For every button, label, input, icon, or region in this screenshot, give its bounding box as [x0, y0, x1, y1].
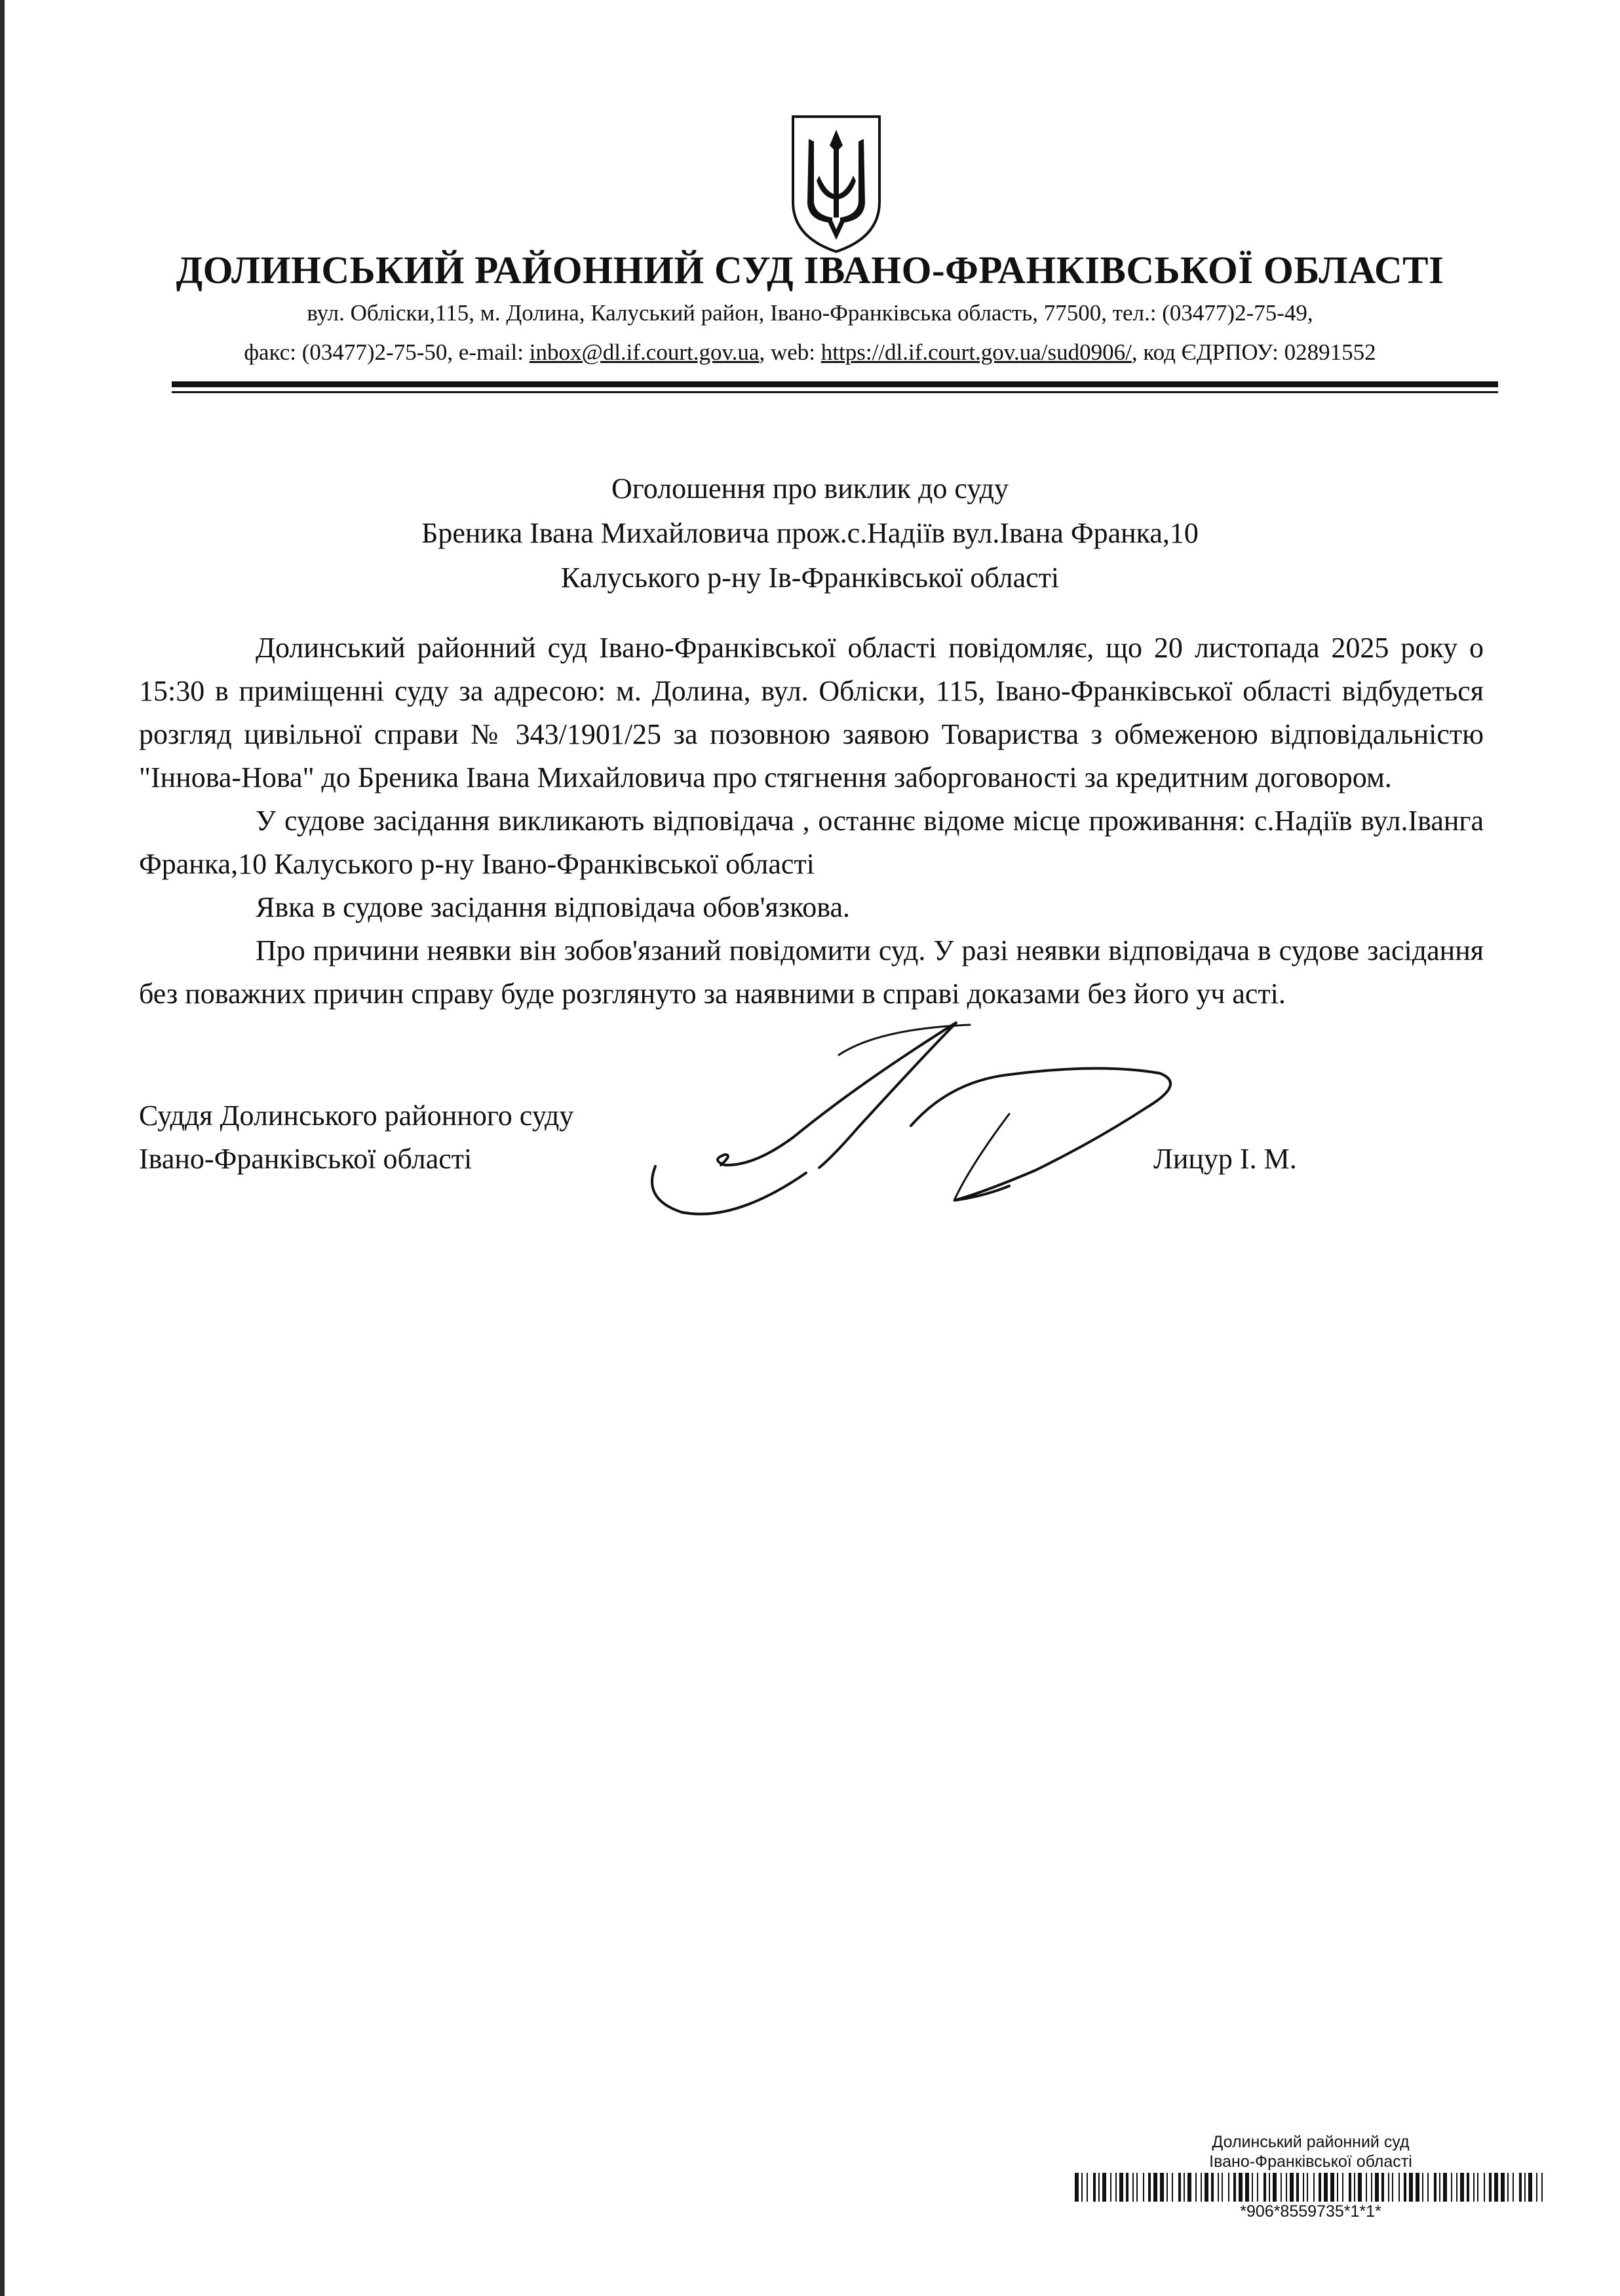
- barcode-bar: [1273, 2173, 1277, 2202]
- barcode-bar: [1494, 2173, 1498, 2202]
- barcode-bar: [1257, 2173, 1258, 2202]
- web-label: , web:: [759, 339, 821, 365]
- barcode-bar: [1519, 2173, 1522, 2202]
- barcode-bar: [1541, 2173, 1543, 2202]
- barcode-bar: [1126, 2173, 1128, 2202]
- barcode-bar: [1115, 2173, 1117, 2202]
- barcode-bar: [1313, 2173, 1315, 2202]
- email-link[interactable]: inbox@dl.if.court.gov.ua: [529, 339, 760, 365]
- barcode-bar: [1187, 2173, 1191, 2202]
- court-contacts: [131, 339, 1489, 366]
- barcode-bar: [1501, 2173, 1505, 2202]
- court-address: вул. Обліски,115, м. Долина, Калуський район, Івано-Франківська область, 77500, тел.: (03477)2-75-49,: [307, 300, 1313, 326]
- barcode-bar: [1489, 2173, 1492, 2202]
- barcode-bar: [1427, 2173, 1429, 2202]
- barcode-bar: [1148, 2173, 1151, 2202]
- barcode-bar: [1233, 2173, 1236, 2202]
- barcode-bar: [1286, 2173, 1287, 2202]
- barcode-bar: [1349, 2173, 1351, 2202]
- barcode-bar: [1371, 2173, 1372, 2202]
- barcode-bar: [1160, 2173, 1164, 2202]
- barcode-bar: [1460, 2173, 1464, 2202]
- body-paragraph-hearing: Долинський районний суд Івано-Франківської області повідомляє, що 20 листопада 2025 року о 15:30 в приміщенні суду за адресою: м. Долина, вул. Обліски, 115, Івано-Франківської області відбудеться розгляд цивільної справи № 343/1901/25 за позовною заявою Товариства з обмеженою відповідальністю "Іннова-Нова" до Бреника Івана Михайловича про стягнення заборгованості за кредитним договором.: [139, 632, 1484, 794]
- barcode-bar: [1245, 2173, 1249, 2202]
- registry-stamp-region: Івано-Франківської області: [1209, 2152, 1412, 2171]
- court-name-heading: ДОЛИНСЬКИЙ РАЙОННИЙ СУД ІВАНО-ФРАНКІВСЬКОЇ ОБЛАСТІ: [176, 248, 1444, 292]
- barcode-bar: [1330, 2173, 1334, 2202]
- scan-edge: [0, 0, 5, 2296]
- barcode-bar: [1205, 2173, 1208, 2202]
- barcode-bar: [1388, 2173, 1389, 2202]
- barcode-bar: [1081, 2173, 1083, 2202]
- barcode-bar: [1136, 2173, 1138, 2202]
- barcode-bar: [1281, 2173, 1282, 2202]
- barcode-bar: [1536, 2173, 1537, 2202]
- barcode-bar: [1513, 2173, 1514, 2202]
- barcode-bar: [1484, 2173, 1485, 2202]
- barcode-bar: [1172, 2173, 1173, 2202]
- barcode-bar: [1119, 2173, 1123, 2202]
- barcode-bar: [1252, 2173, 1253, 2202]
- barcode-bar: [1451, 2173, 1452, 2202]
- barcode-bar: [1398, 2173, 1400, 2202]
- barcode-bar: [1319, 2173, 1321, 2202]
- barcode-icon: [1075, 2173, 1543, 2202]
- barcode-bar: [1153, 2173, 1157, 2202]
- barcode-bar: [1263, 2173, 1266, 2202]
- edrpou-code: , код ЄДРПОУ: 02891552: [1131, 339, 1376, 365]
- judge-title: [139, 1094, 573, 1181]
- barcode-bar: [1290, 2173, 1294, 2202]
- barcode-bar: [1087, 2173, 1088, 2202]
- barcode-bar: [1307, 2173, 1308, 2202]
- barcode-bar: [1366, 2173, 1367, 2202]
- barcode-bar: [1473, 2173, 1475, 2202]
- barcode-bar: [1075, 2173, 1079, 2202]
- barcode-bar: [1239, 2173, 1243, 2202]
- judge-title-line1: Суддя Долинського районного суду: [139, 1100, 574, 1132]
- barcode-bar: [1375, 2173, 1379, 2202]
- header-divider-thin: [172, 391, 1498, 393]
- notice-addressee-region: Калуського р-ну Ів-Франківської області: [560, 562, 1060, 594]
- barcode-bar: [1443, 2173, 1447, 2202]
- body-paragraph-attendance: Явка в судове засідання відповідача обов'язкова.: [256, 891, 850, 923]
- barcode-bar: [1416, 2173, 1419, 2202]
- barcode-bar: [1195, 2173, 1197, 2202]
- barcode-bar: [1228, 2173, 1229, 2202]
- barcode-bar: [1324, 2173, 1328, 2202]
- barcode-bar: [1434, 2173, 1437, 2202]
- barcode-bar: [1354, 2173, 1355, 2202]
- barcode-bar: [1178, 2173, 1181, 2202]
- barcode-bar: [1093, 2173, 1096, 2202]
- notice-body: [139, 626, 1484, 1016]
- header-divider-thick: [172, 381, 1498, 387]
- barcode-bar: [1392, 2173, 1393, 2202]
- barcode-bar: [1477, 2173, 1478, 2202]
- barcode-bar: [1528, 2173, 1532, 2202]
- barcode-bar: [1409, 2173, 1413, 2202]
- body-paragraph-absence: Про причини неявки він зобов'язаний повідомити суд. У разі неявки відповідача в судове засідання без поважних причин справу буде розглянуто за наявними в справі доказами без його уч асті.: [139, 934, 1484, 1010]
- body-paragraph-summons: У судове засідання викликають відповідача , останнє відоме місце проживання: с.Надіїв вул.Іванга Франка,10 Калуського р-ну Івано-Франківської області: [139, 805, 1484, 880]
- barcode-bar: [1342, 2173, 1343, 2202]
- barcode-bar: [1296, 2173, 1299, 2202]
- barcode-bar: [1422, 2173, 1423, 2202]
- barcode-bar: [1110, 2173, 1111, 2202]
- barcode-bar: [1222, 2173, 1223, 2202]
- barcode-bar: [1167, 2173, 1168, 2202]
- barcode-bar: [1439, 2173, 1440, 2202]
- barcode-number: *906*8559735*1*1*: [1240, 2202, 1381, 2221]
- barcode-bar: [1201, 2173, 1202, 2202]
- barcode-bar: [1524, 2173, 1526, 2202]
- judge-title-line2: Івано-Франківської області: [139, 1143, 473, 1175]
- barcode-bar: [1381, 2173, 1384, 2202]
- judge-name: Лицур І. М.: [1153, 1143, 1297, 1175]
- barcode-bar: [1303, 2173, 1304, 2202]
- handwritten-signature-icon: [642, 1003, 1180, 1225]
- barcode-bar: [1184, 2173, 1185, 2202]
- website-link[interactable]: https://dl.if.court.gov.ua/sud0906/: [820, 339, 1132, 365]
- barcode-bar: [1404, 2173, 1406, 2202]
- notice-title: Оголошення про виклик до суду: [611, 472, 1009, 505]
- fax-label: факс: (03477)2-75-50, e-mail:: [244, 339, 530, 365]
- barcode-bar: [1467, 2173, 1469, 2202]
- barcode-bar: [1507, 2173, 1509, 2202]
- barcode-bar: [1358, 2173, 1362, 2202]
- registry-stamp-court: Долинський районний суд: [1212, 2133, 1410, 2151]
- barcode-bar: [1132, 2173, 1134, 2202]
- notice-addressee: Бреника Івана Михайловича прож.с.Надіїв вул.Івана Франка,10: [421, 517, 1199, 549]
- barcode-bar: [1211, 2173, 1214, 2202]
- barcode-bar: [1143, 2173, 1144, 2202]
- barcode-bar: [1102, 2173, 1106, 2202]
- barcode-bar: [1456, 2173, 1457, 2202]
- barcode-bar: [1218, 2173, 1219, 2202]
- barcode-bar: [1269, 2173, 1270, 2202]
- barcode-bar: [1337, 2173, 1338, 2202]
- trident-coat-of-arms-icon: [789, 113, 883, 256]
- barcode-bar: [1098, 2173, 1100, 2202]
